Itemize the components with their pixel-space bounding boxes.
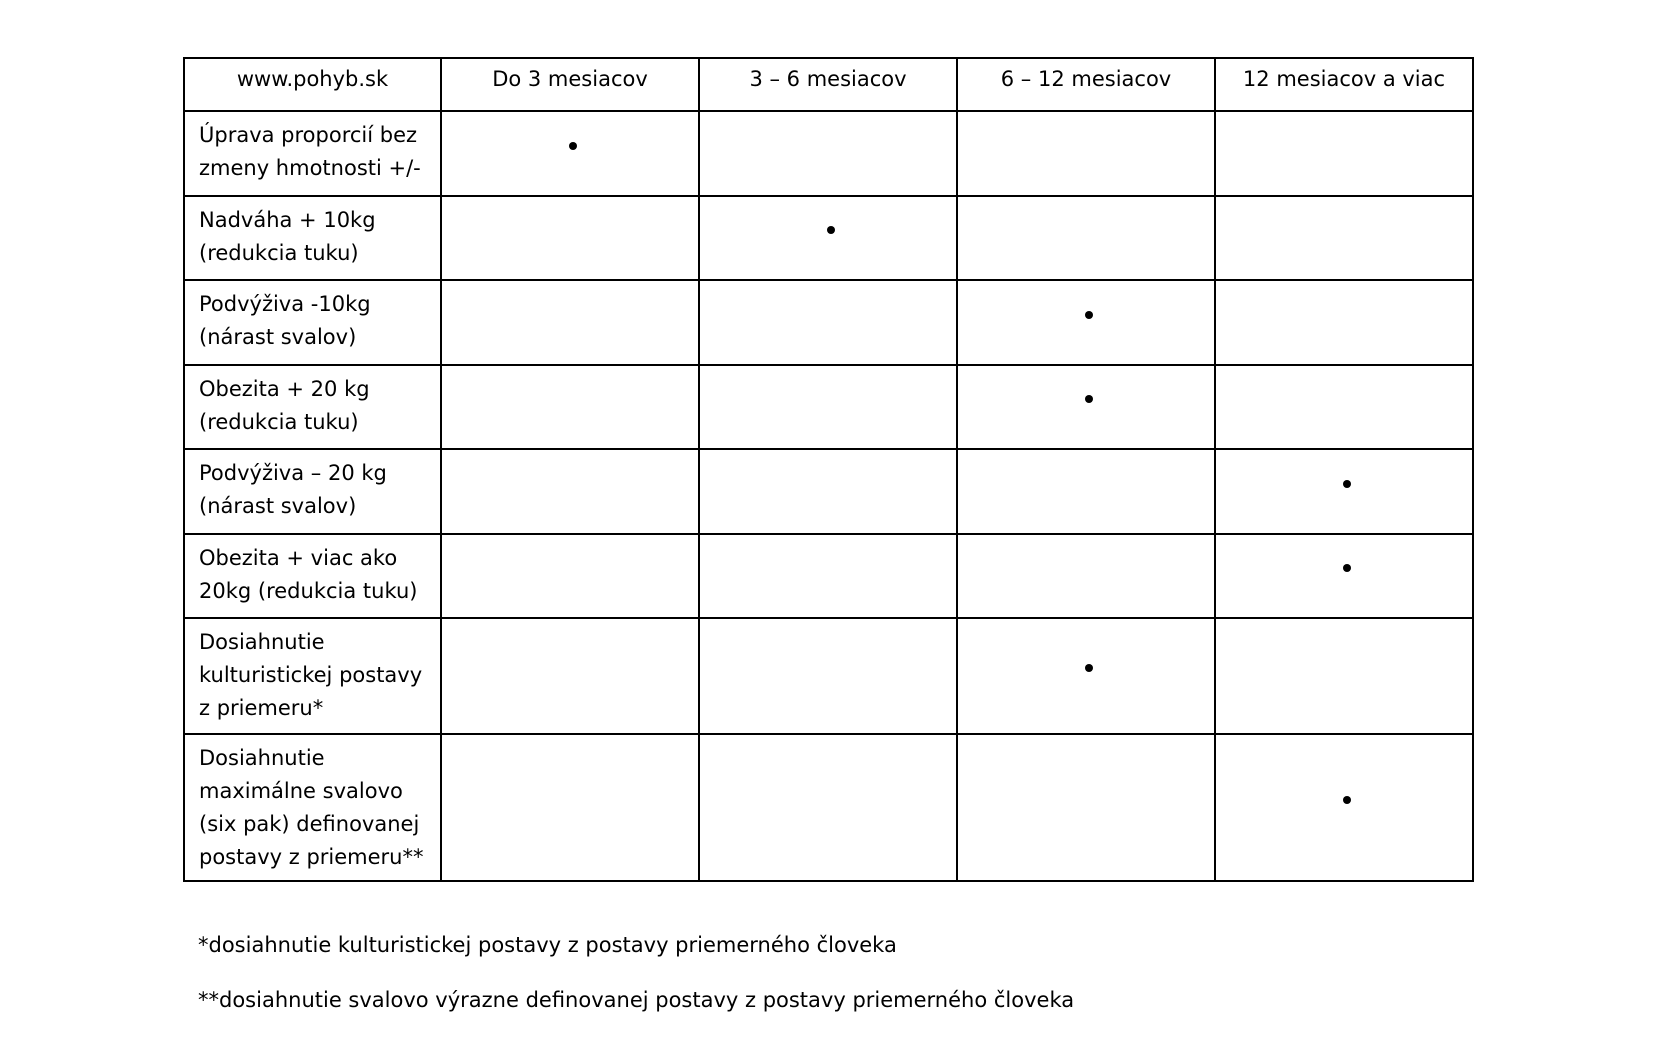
bullet-marker-icon [1343,480,1351,488]
timeline-cell [1215,734,1473,881]
table-row [184,111,1473,196]
timeline-cell [1215,280,1473,365]
timeline-cell [699,534,957,618]
timeline-cell [699,111,957,196]
timeline-cell [1215,618,1473,734]
bullet-marker-icon [1085,311,1093,319]
row-label: Podvýživa – 20 kg (nárast svalov) [184,449,441,534]
header-source-url: www.pohyb.sk [184,58,441,111]
table-row [184,365,1473,449]
row-label: Obezita + 20 kg (redukcia tuku) [184,365,441,449]
row-label: Úprava proporcií bez zmeny hmotnosti +/- [184,111,441,196]
bullet-marker-icon [827,226,835,234]
timeline-cell [699,449,957,534]
bullet-marker-icon [1085,664,1093,672]
footnote-bodybuilder: *dosiahnutie kulturistickej postavy z postavy priemerného človeka [198,933,897,957]
timeline-cell [699,618,957,734]
timeline-cell [957,280,1215,365]
table-row [184,534,1473,618]
timeline-cell [441,534,699,618]
timeline-cell [441,618,699,734]
timeline-cell [441,111,699,196]
table-row [184,734,1473,881]
bullet-marker-icon [1343,564,1351,572]
header-up-to-3-months: Do 3 mesiacov [441,58,699,111]
timeline-cell [957,196,1215,280]
row-label: Podvýživa -10kg (nárast svalov) [184,280,441,365]
table-row [184,618,1473,734]
timeline-cell [957,111,1215,196]
table-row [184,196,1473,280]
table-row [184,449,1473,534]
row-label: Dosiahnutie maximálne svalovo (six pak) definovanej postavy z priemeru** [184,734,441,881]
table-row [184,280,1473,365]
bullet-marker-icon [1343,796,1351,804]
timeline-cell [1215,111,1473,196]
timeline-cell [957,449,1215,534]
timeline-table [183,57,1474,882]
timeline-cell [699,365,957,449]
row-label: Obezita + viac ako 20kg (redukcia tuku) [184,534,441,618]
timeline-cell [1215,365,1473,449]
header-6-12-months: 6 – 12 mesiacov [957,58,1215,111]
timeline-cell [441,734,699,881]
timeline-cell [699,734,957,881]
footnote-defined-physique: **dosiahnutie svalovo výrazne definovanej postavy z postavy priemerného človeka [198,988,1075,1012]
timeline-cell [699,280,957,365]
bullet-marker-icon [1085,395,1093,403]
header-12-plus-months: 12 mesiacov a viac [1215,58,1473,111]
timeline-cell [441,365,699,449]
timeline-cell [1215,534,1473,618]
timeline-cell [957,734,1215,881]
timeline-cell [957,534,1215,618]
timeline-cell [957,365,1215,449]
timeline-cell [441,280,699,365]
bullet-marker-icon [569,142,577,150]
timeline-cell [699,196,957,280]
timeline-cell [441,449,699,534]
row-label: Dosiahnutie kulturistickej postavy z priemeru* [184,618,441,734]
row-label: Nadváha + 10kg (redukcia tuku) [184,196,441,280]
timeline-cell [441,196,699,280]
header-row [184,58,1473,111]
header-3-6-months: 3 – 6 mesiacov [699,58,957,111]
timeline-cell [957,618,1215,734]
timeline-cell [1215,449,1473,534]
timeline-cell [1215,196,1473,280]
